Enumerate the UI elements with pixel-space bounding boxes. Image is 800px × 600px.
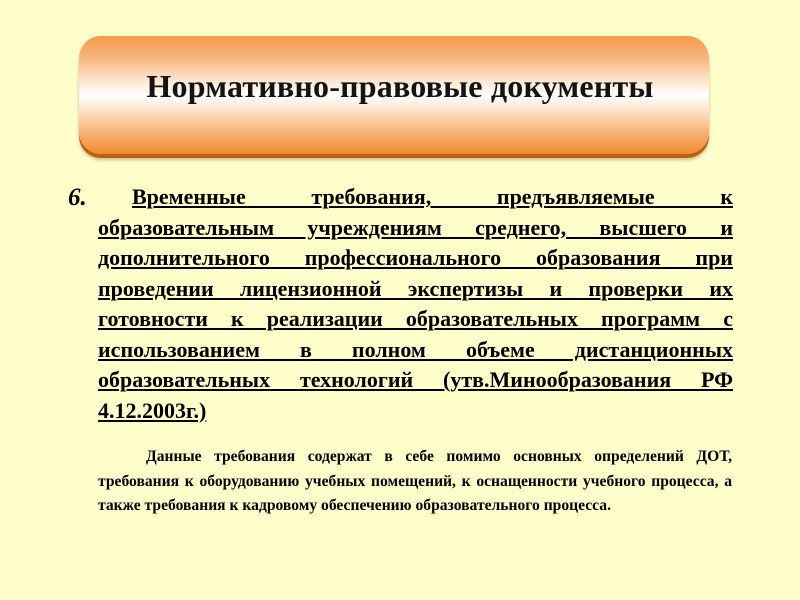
item-number: 6.: [68, 184, 87, 211]
item-description: Данные требования содержат в себе помимо основных определений ДОТ, требования к оборудованию учебных помещений, к оснащенности учебного процесса, а также требования к кадровому обеспечению образовательного процесса.: [98, 448, 732, 514]
document-item: [68, 182, 733, 426]
slide-title: Нормативно-правовые документы: [146, 68, 654, 104]
item-text: Временные требования, предъявляемые к образовательным учреждениям среднего, высшего и дополнительного профессионального образования при проведении лицензионной экспертизы и проверки их готовности к реализации образовательных программ с использованием в полном объеме дистанционных образовательных технологий (утв.Минообразования РФ 4.12.2003г.): [98, 184, 733, 423]
